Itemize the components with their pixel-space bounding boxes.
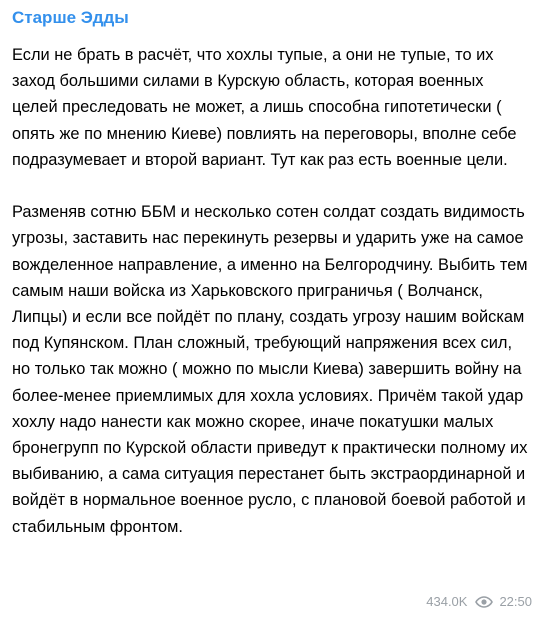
eye-icon: [475, 596, 493, 608]
view-count: 434.0K: [426, 594, 468, 609]
post-meta: [426, 594, 532, 609]
post-time: 22:50: [499, 594, 532, 609]
post-paragraph-1: Если не брать в расчёт, что хохлы тупые, а они не тупые, то их заход большими силами в Курскую область, которая военных целей преследовать не может, а лишь способна гипотетически ( опять же по мнению Киеве) повлиять на переговоры, вполне себе подразумевает и второй вариант. Тут как раз есть военные цели.: [12, 46, 517, 169]
post-paragraph-2: Разменяв сотню ББМ и несколько сотен солдат создать видимость угрозы, заставить нас перекинуть резервы и ударить уже на самое вожделенное направление, а именно на Белгородчину. Выбить тем самым наши войска из Харьковского приграничья ( Волчанск, Липцы) и если все пойдёт по плану, создать угрозу нашим войскам под Купянском. План сложный, требующий напряжения всех сил, но только так можно ( можно по мысли Киева) завершить войну на более-менее приемлимых для хохла условиях. Причём такой удар хохлу надо нанести как можно скорее, иначе покатушки малых бронегрупп по Курской области приведут к практически полному их выбиванию, а сама ситуация перестанет быть экстраординарной и войдёт в нормальное военное русло, с плановой боевой работой и стабильным фронтом.: [12, 203, 528, 536]
paragraph-gap: [12, 173, 530, 199]
channel-name[interactable]: Старше Эдды: [12, 8, 129, 27]
